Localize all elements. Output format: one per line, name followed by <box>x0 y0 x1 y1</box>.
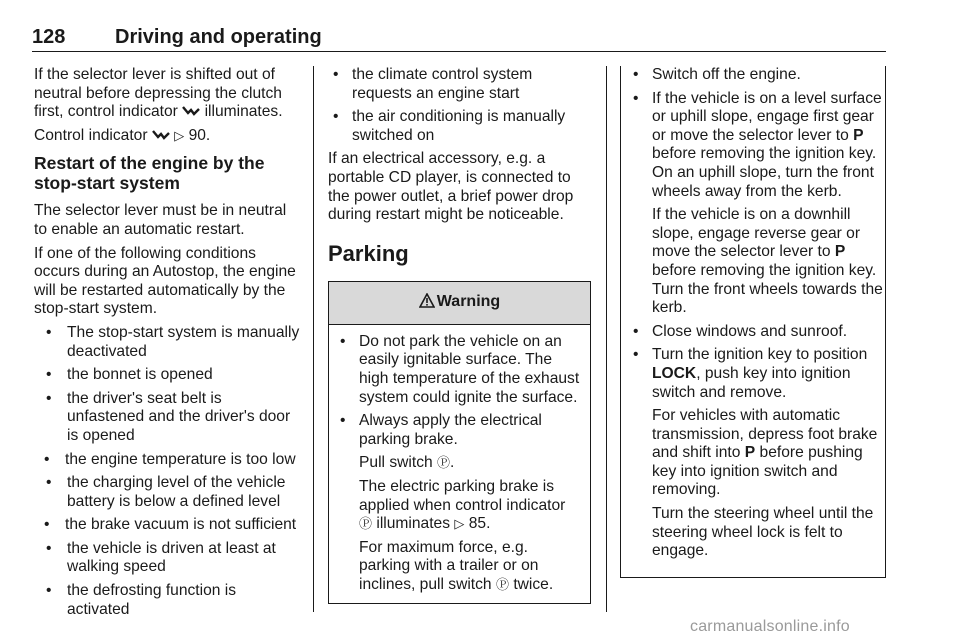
page-section-title: Driving and operating <box>115 26 322 48</box>
list-item: • Close windows and sunroof. <box>628 323 884 342</box>
list-item-subparagraph: Pull switch Ⓟ. <box>359 454 455 472</box>
paragraph: If an electrical accessory, e.g. a portable CD player, is connected to the power outlet, a brief power drop during restart might be noticeable. <box>328 150 574 224</box>
list-item-subparagraph: For vehicles with automatic transmission, depress foot brake and shift into P before pushing key into ignition switch and removing. <box>652 407 878 499</box>
stop-start-indicator-icon <box>182 104 200 119</box>
page-reference-arrow-icon: ▷ <box>174 127 185 143</box>
list-item: • the engine temperature is too low <box>34 451 302 470</box>
list-item: • The stop-start system is manually deactivated <box>34 324 302 361</box>
list-item: • If the vehicle is on a level surface or uphill slope, engage first gear or move the selector lever to P before removing the ignition key. On an uphill slope, turn the front wheels away from the kerb. If the vehicle is on a downhill slope, engage reverse gear or move the selector lever to P before removing the ignition key. Turn the front wheels towards the kerb. <box>628 90 884 318</box>
list-item-subparagraph: Turn the steering wheel until the steering wheel lock is felt to engage. <box>652 505 874 560</box>
condition-list <box>34 324 302 619</box>
list-item-subparagraph: If the vehicle is on a downhill slope, engage reverse gear or move the selector lever to P before removing the ignition key. Turn the front wheels towards the kerb. <box>652 206 883 317</box>
paragraph: The selector lever must be in neutral to enable an automatic restart. <box>34 202 287 238</box>
column-3 <box>628 66 884 566</box>
stop-start-indicator-icon <box>152 128 170 143</box>
list-item: • the charging level of the vehicle battery is below a defined level <box>34 474 302 511</box>
list-item-subparagraph: The electric parking brake is applied when control indicator Ⓟ illuminates ▷ 85. <box>359 477 566 533</box>
list-item-subparagraph: For maximum force, e.g. parking with a trailer or on inclines, pull switch Ⓟ twice. <box>359 538 554 593</box>
page-reference-link[interactable]: 90. <box>188 126 211 144</box>
watermark: carmanualsonline.info <box>690 618 850 635</box>
list-item: • the driver's seat belt is unfastened and the driver's door is opened <box>34 390 302 446</box>
list-item: • the bonnet is opened <box>34 366 302 385</box>
list-item: • the defrosting function is activated <box>34 582 302 619</box>
warning-list <box>335 333 582 595</box>
parking-brake-icon: Ⓟ <box>359 516 373 532</box>
parking-brake-icon: Ⓟ <box>437 455 451 471</box>
intro-paragraph-2: Control indicator ▷ 90. <box>34 126 211 144</box>
list-item: • the vehicle is driven at least at walking speed <box>34 540 302 577</box>
list-item: • Turn the ignition key to position LOCK, push key into ignition switch and remove. For vehicles with automatic transmission, depress foot brake and shift into P before pushing key into ignition switch and removing. Turn the steering wheel until the steering wheel lock is felt to engage. <box>628 346 884 561</box>
page-header <box>32 26 886 52</box>
column-2 <box>328 66 590 604</box>
page-reference-link[interactable]: 85. <box>468 515 491 533</box>
parking-brake-icon: Ⓟ <box>495 576 509 592</box>
list-item: • Switch off the engine. <box>628 66 884 85</box>
page-reference-arrow-icon: ▷ <box>454 516 465 532</box>
warning-body <box>329 325 590 604</box>
column-1 <box>34 66 302 624</box>
column-divider <box>313 66 314 612</box>
list-item: • the air conditioning is manually switched on <box>328 108 590 145</box>
intro-paragraph: If the selector lever is shifted out of neutral before depressing the clutch first, control indicator illuminates. <box>34 66 283 121</box>
parking-steps-list <box>628 66 884 561</box>
section-heading-parking: Parking <box>328 240 409 266</box>
header-rule <box>32 51 886 52</box>
condition-list-continued <box>328 66 590 145</box>
list-item: • Always apply the electrical parking brake. Pull switch Ⓟ. The electric parking brake is applied when control indicator Ⓟ illuminates ▷ 85. For maximum force, e.g. parking with a trailer or on inclines, pull switch Ⓟ twice. <box>335 412 582 594</box>
page-number: 128 <box>32 26 66 48</box>
warning-box <box>328 281 591 605</box>
warning-title: Warning <box>329 282 590 325</box>
warning-triangle-icon <box>419 293 435 313</box>
list-item: • the brake vacuum is not sufficient <box>34 516 302 535</box>
paragraph: If one of the following conditions occurs during an Autostop, the engine will be restarted automatically by the stop-start system. <box>34 244 296 318</box>
column-divider <box>606 66 607 612</box>
list-item: • the climate control system requests an engine start <box>328 66 590 103</box>
section-heading: Restart of the engine by the stop-start system <box>34 153 265 194</box>
list-item: • Do not park the vehicle on an easily ignitable surface. The high temperature of the exhaust system could ignite the surface. <box>335 333 582 407</box>
